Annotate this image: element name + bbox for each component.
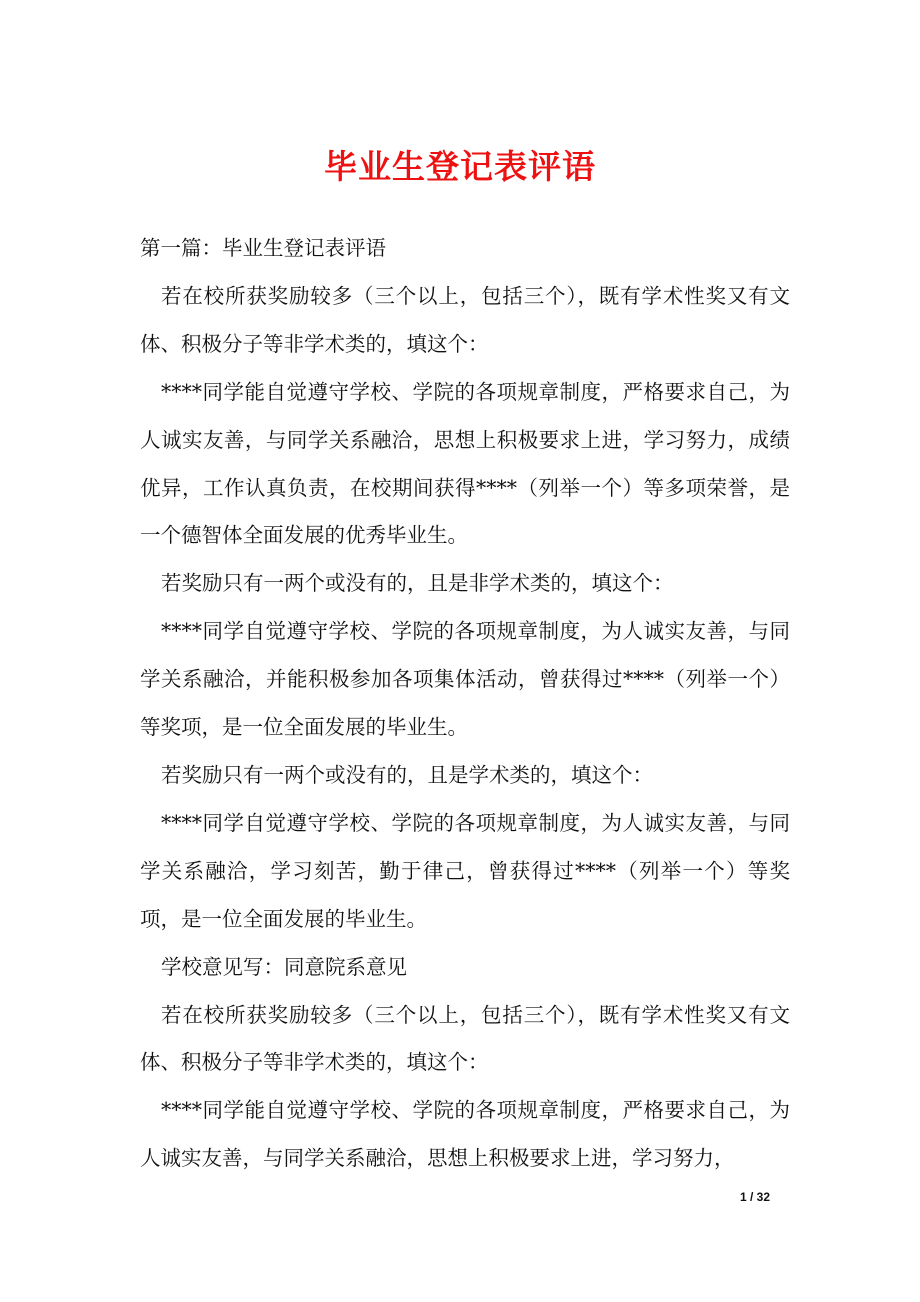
paragraph: 若在校所获奖励较多（三个以上，包括三个），既有学术性奖又有文体、积极分子等非学术类的，填这个： [140, 283, 790, 356]
paragraph: ****同学能自觉遵守学校、学院的各项规章制度，严格要求自己，为人诚实友善，与同学关系融洽，思想上积极要求上进，学习努力，成绩优异，工作认真负责，在校期间获得****（列举一个）等多项荣誉，是一个德智体全面发展的优秀毕业生。 [140, 379, 790, 548]
paragraph: ****同学能自觉遵守学校、学院的各项规章制度，严格要求自己，为人诚实友善，与同学关系融洽，思想上积极要求上进，学习努力， [140, 1098, 790, 1171]
paragraph: ****同学自觉遵守学校、学院的各项规章制度，为人诚实友善，与同学关系融洽，并能积极参加各项集体活动，曾获得过****（列举一个）等奖项，是一位全面发展的毕业生。 [140, 619, 790, 740]
paragraph: ****同学自觉遵守学校、学院的各项规章制度，为人诚实友善，与同学关系融洽，学习刻苦，勤于律己，曾获得过****（列举一个）等奖项，是一位全面发展的毕业生。 [140, 810, 790, 931]
document-title: 毕业生登记表评语 [324, 147, 596, 186]
page-number: 1 / 32 [740, 1190, 771, 1204]
paragraph: 若奖励只有一两个或没有的，且是非学术类的，填这个： [161, 571, 674, 596]
section-heading: 第一篇：毕业生登记表评语 [140, 236, 386, 260]
document-body [140, 225, 790, 1183]
paragraph: 学校意见写：同意院系意见 [161, 954, 407, 979]
paragraph: 若在校所获奖励较多（三个以上，包括三个），既有学术性奖又有文体、积极分子等非学术类的，填这个： [140, 1002, 790, 1075]
paragraph: 若奖励只有一两个或没有的，且是学术类的，填这个： [161, 762, 653, 787]
